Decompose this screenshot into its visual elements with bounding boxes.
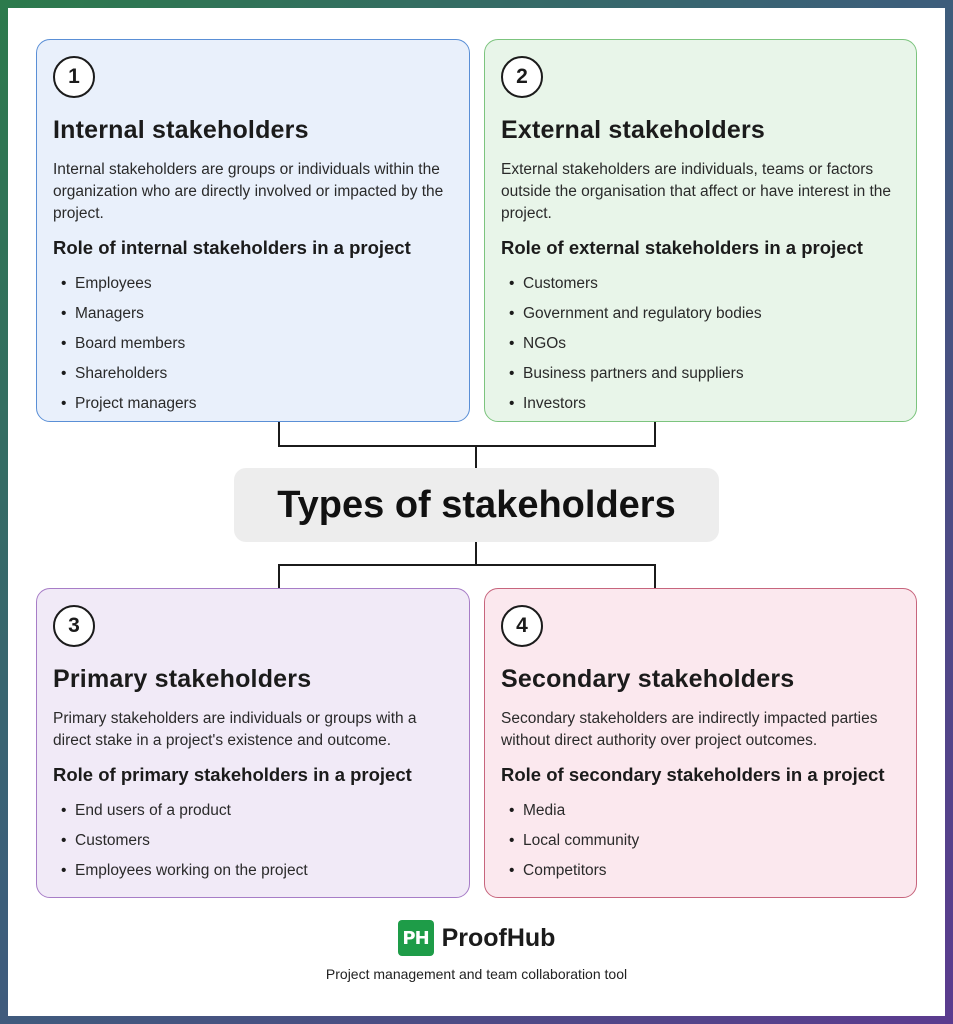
- card-title: Primary stakeholders: [53, 665, 312, 693]
- list-item: • End users of a product: [53, 800, 453, 830]
- diagram-canvas: [8, 8, 945, 1016]
- card-title: Internal stakeholders: [53, 116, 309, 144]
- list-item: • Local community: [501, 830, 900, 860]
- number-badge: 3: [53, 605, 95, 647]
- card-title: Secondary stakeholders: [501, 665, 795, 693]
- list-item: • Business partners and suppliers: [501, 363, 900, 393]
- brand-tagline: Project management and team collaboration tool: [325, 966, 628, 982]
- role-list: [501, 800, 900, 890]
- list-item: • Managers: [53, 303, 453, 333]
- card-external-stakeholders: [484, 39, 917, 422]
- role-list: [53, 273, 453, 423]
- center-title-box: [234, 468, 719, 542]
- list-item: • Customers: [53, 830, 453, 860]
- role-heading: Role of primary stakeholders in a project: [53, 764, 412, 785]
- card-primary-stakeholders: [36, 588, 470, 898]
- number-badge: 2: [501, 56, 543, 98]
- list-item: • Employees: [53, 273, 453, 303]
- number-badge: 4: [501, 605, 543, 647]
- list-item: • Investors: [501, 393, 900, 423]
- role-heading: Role of internal stakeholders in a project: [53, 237, 411, 258]
- role-heading: Role of secondary stakeholders in a project: [501, 764, 885, 785]
- brand-row: [398, 920, 556, 956]
- list-item: • Board members: [53, 333, 453, 363]
- number-badge: 1: [53, 56, 95, 98]
- list-item: • NGOs: [501, 333, 900, 363]
- card-title: External stakeholders: [501, 116, 766, 144]
- center-title: Types of stakeholders: [277, 483, 676, 526]
- list-item: • Employees working on the project: [53, 860, 453, 890]
- list-item: • Media: [501, 800, 900, 830]
- role-list: [53, 800, 453, 890]
- list-item: • Shareholders: [53, 363, 453, 393]
- card-secondary-stakeholders: [484, 588, 917, 898]
- card-internal-stakeholders: [36, 39, 470, 422]
- list-item: • Competitors: [501, 860, 900, 890]
- card-description: Internal stakeholders are groups or individuals within the organization who are directly involved or impacted by the project.: [53, 161, 444, 222]
- list-item: • Customers: [501, 273, 900, 303]
- card-description: Primary stakeholders are individuals or groups with a direct stake in a project's existence and outcome.: [53, 710, 417, 749]
- card-description: External stakeholders are individuals, teams or factors outside the organisation that affect or have interest in the project.: [501, 161, 892, 222]
- role-list: [501, 273, 900, 423]
- role-heading: Role of external stakeholders in a project: [501, 237, 863, 258]
- brand-name: ProofHub: [441, 923, 556, 952]
- brand-footer: [8, 920, 945, 982]
- card-description: Secondary stakeholders are indirectly impacted parties without direct authority over project outcomes.: [501, 710, 878, 749]
- list-item: • Government and regulatory bodies: [501, 303, 900, 333]
- list-item: • Project managers: [53, 393, 453, 423]
- proofhub-logo-icon: PH: [398, 920, 434, 956]
